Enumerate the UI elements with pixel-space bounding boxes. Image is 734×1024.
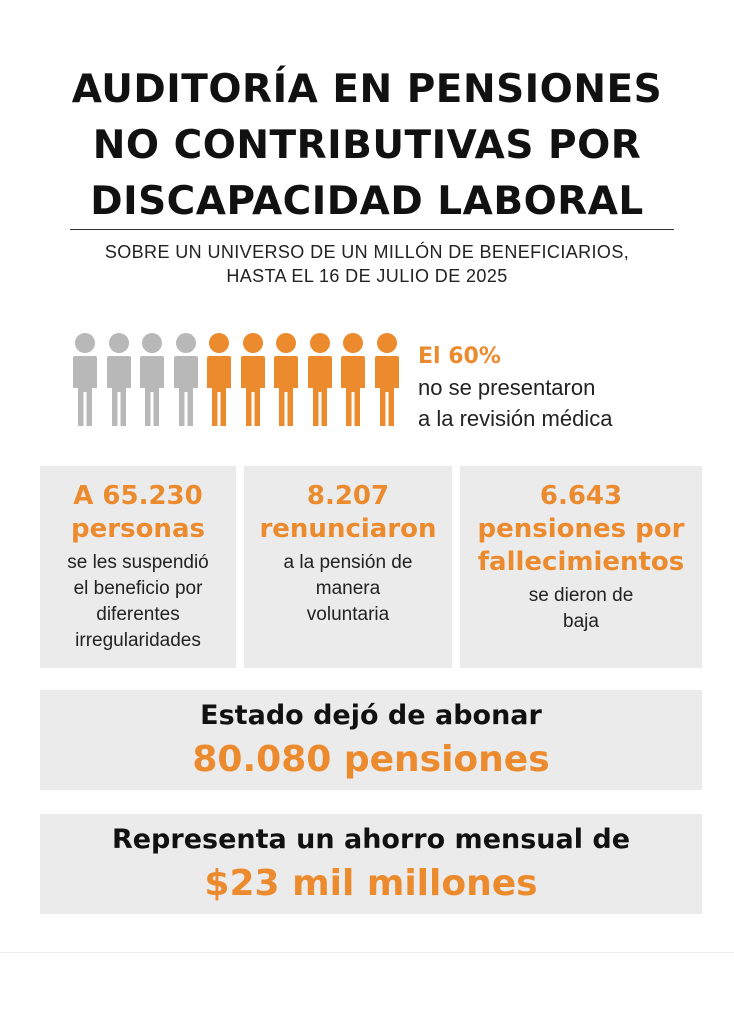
person-icon-highlighted (238, 330, 268, 430)
deceased-text-1: se dieron de (528, 585, 634, 606)
suspended-number: A 65.230 (73, 481, 203, 511)
total-pensions-line-2: 80.080 pensiones (192, 739, 550, 780)
stat-60-highlight: El 60% (418, 344, 501, 369)
title-line-3: DISCAPACIDAD LABORAL (90, 179, 644, 224)
subtitle-line-2: HASTA EL 16 DE JULIO DE 2025 (226, 266, 508, 286)
renounced-text-1: a la pensión de (283, 552, 413, 573)
savings-box (40, 814, 702, 914)
savings-line-2: $23 mil millones (204, 863, 538, 904)
person-icon-gray (104, 330, 134, 430)
stat-60-percent (418, 340, 612, 434)
total-pensions-line-1: Estado dejó de abonar (200, 700, 542, 731)
renounced-box (244, 466, 452, 668)
suspended-label: personas (71, 514, 205, 544)
title-divider (70, 229, 674, 230)
deceased-label-1: pensiones por (477, 514, 685, 544)
person-icon-highlighted (305, 330, 335, 430)
renounced-text-2: manera (315, 578, 381, 599)
page-title (0, 62, 734, 230)
renounced-label: renunciaron (259, 514, 437, 544)
suspended-text-3: diferentes (96, 604, 180, 625)
savings-line-1: Representa un ahorro mensual de (111, 824, 631, 855)
person-icon-highlighted (338, 330, 368, 430)
person-icon-highlighted (204, 330, 234, 430)
renounced-text-3: voluntaria (306, 604, 390, 625)
deceased-text-2: baja (563, 611, 599, 632)
person-icon-gray (171, 330, 201, 430)
stat-60-line-2: a la revisión médica (418, 406, 613, 431)
person-icon-gray (137, 330, 167, 430)
suspended-box (40, 466, 236, 668)
total-pensions-box (40, 690, 702, 790)
suspended-text-4: irregularidades (75, 630, 201, 651)
subtitle (0, 240, 734, 288)
title-line-1: AUDITORÍA EN PENSIONES (71, 67, 663, 112)
person-icon-gray (70, 330, 100, 430)
deceased-number: 6.643 (539, 481, 623, 511)
suspended-text-2: el beneficio por (73, 578, 203, 599)
renounced-number: 8.207 (306, 481, 390, 511)
suspended-text-1: se les suspendió (67, 552, 209, 573)
person-icon-highlighted (271, 330, 301, 430)
subtitle-line-1: SOBRE UN UNIVERSO DE UN MILLÓN DE BENEFICIARIOS, (104, 242, 630, 262)
people-icon-row (70, 330, 410, 430)
title-line-2: NO CONTRIBUTIVAS POR (92, 123, 642, 168)
deceased-box (460, 466, 702, 668)
footer-divider (0, 952, 734, 953)
deceased-label-2: fallecimientos (477, 547, 685, 577)
person-icon-highlighted (372, 330, 402, 430)
stat-60-line-1: no se presentaron (418, 375, 596, 400)
